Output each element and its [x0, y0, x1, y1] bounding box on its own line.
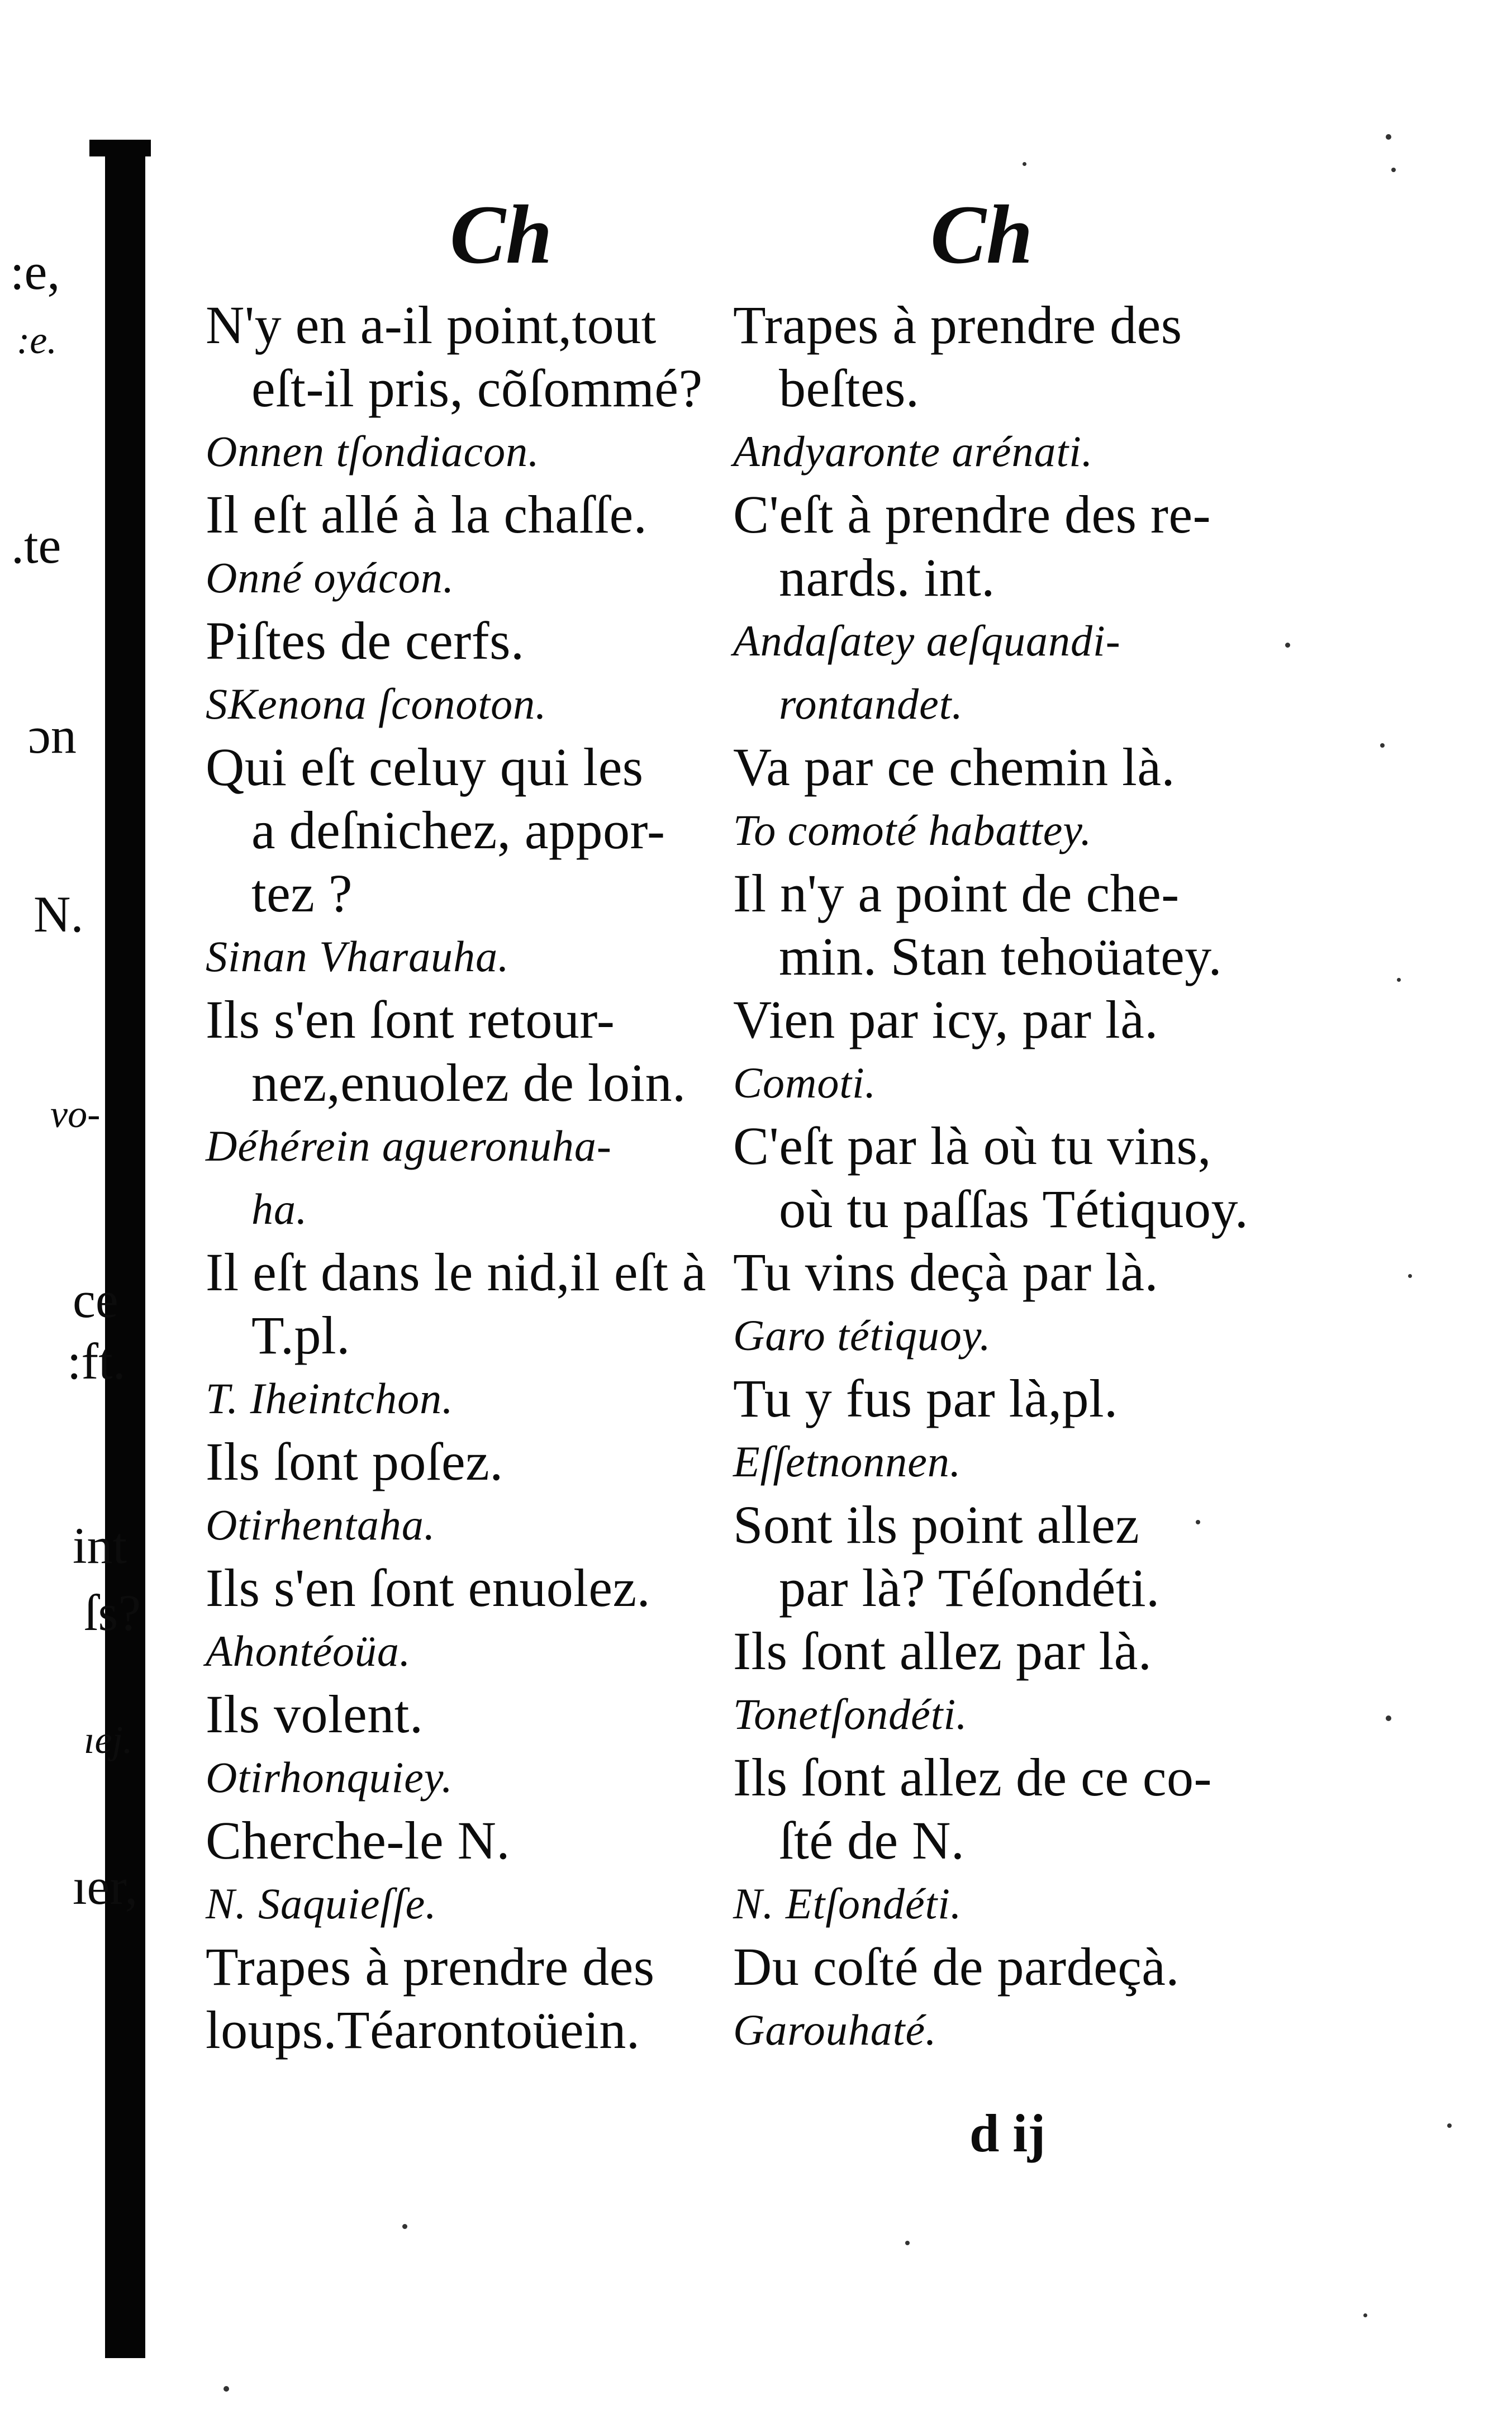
- margin-fragment: :ft.: [67, 1333, 126, 1390]
- margin-fragment: .te: [11, 517, 61, 574]
- scan-speck: [1023, 162, 1026, 166]
- left-line: Ils s'en ſont retour-: [206, 990, 615, 1049]
- scan-speck: [224, 2386, 229, 2392]
- left-line: T. Iheintchon.: [206, 1374, 454, 1423]
- binding-gutter-cap: [89, 140, 151, 156]
- folio-signature: d ij: [969, 2103, 1046, 2163]
- right-line: ſté de N.: [779, 1810, 965, 1870]
- left-line: tez ?: [251, 863, 353, 923]
- right-line: Du coſté de pardeçà.: [733, 1937, 1180, 1997]
- margin-fragment: ɔn: [28, 707, 77, 764]
- scan-speck: [905, 2241, 910, 2245]
- left-line: Ils ſont poſez.: [206, 1432, 503, 1491]
- right-line: Vien par icy, par là.: [733, 990, 1158, 1049]
- scan-speck: [1408, 1274, 1412, 1278]
- right-line: Ils ſont allez de ce co-: [733, 1747, 1212, 1807]
- left-line: nez,enuolez de loin.: [251, 1053, 686, 1113]
- left-line: ha.: [251, 1185, 308, 1233]
- left-line: Trapes à prendre des: [206, 1937, 655, 1997]
- right-line: Tonetſondéti.: [733, 1690, 968, 1738]
- left-line: Onnen tſondiacon.: [206, 427, 540, 476]
- scan-speck: [1391, 168, 1396, 172]
- left-line: N. Saquieſſe.: [206, 1879, 437, 1928]
- left-line: Déhérein agueronuha-: [206, 1121, 612, 1170]
- right-line: Garo tétiquoy.: [733, 1311, 991, 1360]
- left-line: Sinan Vharauha.: [206, 932, 510, 981]
- left-line: Piſtes de cerfs.: [206, 611, 525, 671]
- margin-fragment: ſs?: [84, 1584, 141, 1641]
- right-line: To comoté habattey.: [733, 806, 1092, 854]
- right-line: Sont ils point allez: [733, 1495, 1140, 1555]
- right-line: Comoti.: [733, 1058, 877, 1107]
- left-line: Cherche-le N.: [206, 1810, 510, 1870]
- right-line: Tu y fus par là,pl.: [733, 1368, 1118, 1428]
- left-column: [206, 293, 753, 2061]
- right-line: Andaſatey aeſquandi-: [733, 616, 1121, 665]
- left-line: Otirhonquiey.: [206, 1753, 453, 1802]
- right-line: Eſſetnonnen.: [733, 1437, 962, 1486]
- right-column: [733, 293, 1303, 2061]
- scan-speck: [1386, 134, 1391, 140]
- left-line: Onné oyácon.: [206, 553, 455, 602]
- margin-fragment: ıej.: [84, 1719, 133, 1762]
- scan-speck: [1447, 2123, 1452, 2128]
- left-line: Otirhentaha.: [206, 1500, 436, 1549]
- right-line: par là? Téſondéti.: [779, 1558, 1160, 1618]
- right-line: Ils ſont allez par là.: [733, 1621, 1152, 1681]
- left-line: SKenona ſconoton.: [206, 679, 547, 728]
- left-line: Il eſt dans le nid,il eſt à: [206, 1242, 706, 1302]
- right-line: rontandet.: [779, 679, 963, 728]
- right-line: N. Etſondéti.: [733, 1879, 962, 1928]
- margin-fragment: vo-: [50, 1093, 101, 1136]
- running-head-right: Ch: [930, 188, 1033, 281]
- scan-speck: [1363, 2313, 1367, 2317]
- right-line: Garouhaté.: [733, 2005, 937, 2054]
- right-line: nards. int.: [779, 548, 995, 607]
- margin-fragment: :e.: [17, 319, 57, 362]
- left-line: Il eſt allé à la chaſſe.: [206, 484, 648, 544]
- left-line: Qui eſt celuy qui les: [206, 737, 644, 797]
- margin-fragment: ce: [73, 1271, 118, 1328]
- right-line: où tu paſſas Tétiquoy.: [779, 1179, 1249, 1239]
- left-line: Ils s'en ſont enuolez.: [206, 1558, 651, 1618]
- right-line: beſtes.: [779, 358, 920, 418]
- right-line: Tu vins deçà par là.: [733, 1242, 1158, 1302]
- margin-fragment: ıer,: [73, 1858, 138, 1915]
- left-line: Ils volent.: [206, 1684, 424, 1744]
- left-line: T.pl.: [251, 1305, 350, 1365]
- left-line: a deſnichez, appor-: [251, 800, 665, 860]
- left-line: eſt-il pris, cõſommé?: [251, 358, 703, 418]
- right-line: min. Stan tehoüatey.: [779, 926, 1222, 986]
- margin-fragment: :e,: [10, 243, 60, 300]
- left-line: Ahontéoüa.: [206, 1627, 411, 1675]
- binding-gutter: [105, 140, 145, 2358]
- scan-speck: [1397, 978, 1401, 982]
- margin-fragment: N.: [34, 886, 84, 943]
- right-line: Andyaronte arénati.: [733, 427, 1093, 476]
- right-line: C'eſt à prendre des re-: [733, 484, 1211, 544]
- scan-speck: [1386, 1715, 1391, 1721]
- right-line: C'eſt par là où tu vins,: [733, 1116, 1211, 1176]
- scan-speck: [1285, 643, 1290, 648]
- margin-fragment: int: [73, 1517, 127, 1574]
- running-head-left: Ch: [450, 188, 553, 281]
- left-line: N'y en a-il point,tout: [206, 295, 657, 355]
- right-line: Trapes à prendre des: [733, 295, 1182, 355]
- left-line: loups.Téarontoüein.: [206, 2000, 640, 2060]
- scan-speck: [1196, 1520, 1200, 1524]
- scan-speck: [1380, 743, 1385, 748]
- scan-speck: [402, 2224, 407, 2229]
- right-line: Va par ce chemin là.: [733, 737, 1175, 797]
- right-line: Il n'y a point de che-: [733, 863, 1180, 923]
